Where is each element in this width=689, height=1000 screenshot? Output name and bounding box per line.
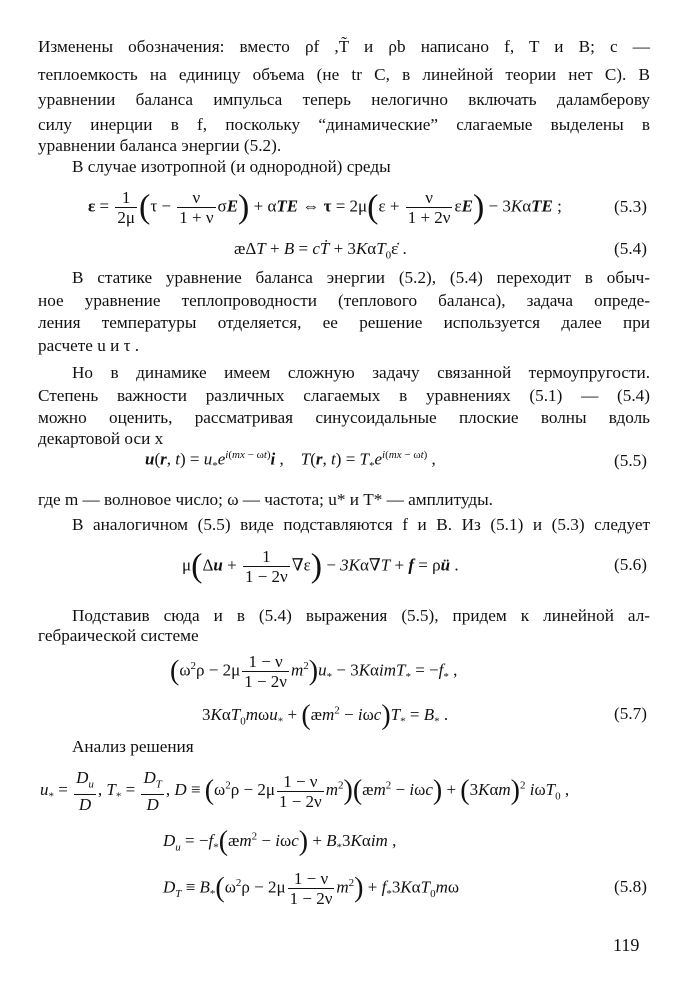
text-line: теплоемкость на единицу объема (не tr C, в линейной теории нет C). В — [38, 65, 650, 84]
text-line: Но в динамике имеем сложную задачу связанной термоупругости. — [72, 363, 650, 382]
text-line: можно оценить, рассматривая синусоидальные плоские волны вдоль — [38, 408, 650, 427]
text-line: Анализ решения — [72, 737, 194, 756]
text-line: Степень важности различных слагаемых в уравнениях (5.1) — (5.4) — [38, 386, 650, 405]
book-page: Изменены обозначения: вместо ρf ,T̃ и ρb написано f, T и B; c — теплоемкость на единицу объема (не tr C, в линейной теории нет C). В уравнении баланса импульса теперь нелогично включать даламберову силу инерции в f, поскольку “динамические” слагаемые выделены в уравнении баланса энергии (5.2). В случае изотропной (и однородной) среды ε = $\frac{1}{2\mu}$ (τ − $\frac{\nu}{1 + \nu}$ σE) + αTE ⇔ τ = 2μ(ε + $\frac{\nu}{1 + 2\nu}$ εE) − 3KαTE ; (5.3) æΔT + B = cṪ + 3KαT$_0$ε̇ . (5.4) В статике уравнение баланса энергии (5.2), (5.4) переходит в обыч- ное уравнение теплопроводности (теплового баланса), задача опреде- ления температуры отделяется, ее решение используется далее при расчете u и τ . Но в динамике имеем сложную задачу связанной термоупругости. Степень важности различных слагаемых в уравнениях (5.1) — (5.4) можно оценить, рассматривая синусоидальные плоские волны вдоль декартовой оси x u(r, $t) = u_*e^{i(mx - \omega t)}i$ , T(r, $t) = T_*e^{i(mx - \omega t)}$ , (5.5) где m — волновое число; ω — частота; u* и T* — амплитуды. В аналогичном (5.5) виде подставляются f и B. Из (5.1) и (5.3) следует μ(Δu + $\frac{1}{1 - 2\nu}$ ∇ε) − 3Kα∇T + f = ρü . (5.6) Подставив сюда и в (5.4) выражения (5.5), придем к линейной ал- гебраической системе ($\omega^2\rho - 2\mu$ $\frac{1 - \nu}{1 - 2\nu}$ $m^2)u_* - 3K\alpha imT_* = -f_*$ , $3K\alpha T_0m\omega u_* + (æm^2 - i\omega c)T_* = B_*$ . (5.7) Анализ решения $u_*$ = $\frac{D_u}{D}$ , $T_*$ = $\frac{D_T}{D}$ , $D \equiv (\omega^2\rho - 2\mu$ $\frac{1 - \nu}{1 - 2\nu}$ $m^2)(æm^2 - i\omega c) + (3K\alpha m)^2$ iωT$_0$ , $D_u$ = $-f_*(æm^2 - i\omega c) + B_*3K\alpha im$ , $D_T \equiv B_*(\omega^2\rho - 2\mu$ $\frac{1 - \nu}{1 - 2\nu}$ $m^2) + f_*3K\alpha T_0m\omega$ (5.8) 119 — [38, 37, 650, 955]
equation-number: (5.7) — [614, 704, 647, 723]
text-line: Изменены обозначения: вместо ρf ,T̃ и ρb написано f, T и B; c — — [38, 37, 650, 56]
text-line: где m — волновое число; ω — частота; u* и T* — амплитуды. — [38, 490, 493, 509]
equation-number: (5.8) — [614, 877, 647, 896]
text-line: ное уравнение теплопроводности (теплового баланса), задача опреде- — [38, 291, 650, 310]
text-line: ления температуры отделяется, ее решение используется далее при — [38, 313, 650, 332]
equation-number: (5.4) — [614, 239, 647, 258]
page-number: 119 — [613, 935, 640, 955]
equation-number: (5.6) — [614, 555, 647, 574]
text-line: В случае изотропной (и однородной) среды — [72, 157, 391, 176]
text-line: декартовой оси x — [38, 429, 164, 448]
text-line: расчете u и τ . — [38, 336, 140, 355]
text-line: В статике уравнение баланса энергии (5.2), (5.4) переходит в обыч- — [72, 268, 650, 287]
text-line: уравнении баланса импульса теперь нелогично включать даламберову — [38, 90, 650, 109]
text-line: гебраической системе — [38, 626, 199, 645]
equation-number: (5.3) — [614, 197, 647, 216]
text-line: уравнении баланса энергии (5.2). — [38, 136, 282, 155]
text-line: В аналогичном (5.5) виде подставляются f и B. Из (5.1) и (5.3) следует — [72, 515, 650, 534]
text-line: Подставив сюда и в (5.4) выражения (5.5), придем к линейной ал- — [72, 606, 650, 625]
equation-number: (5.5) — [614, 451, 647, 470]
text-line: силу инерции в f, поскольку “динамические” слагаемые выделены в — [38, 115, 650, 134]
